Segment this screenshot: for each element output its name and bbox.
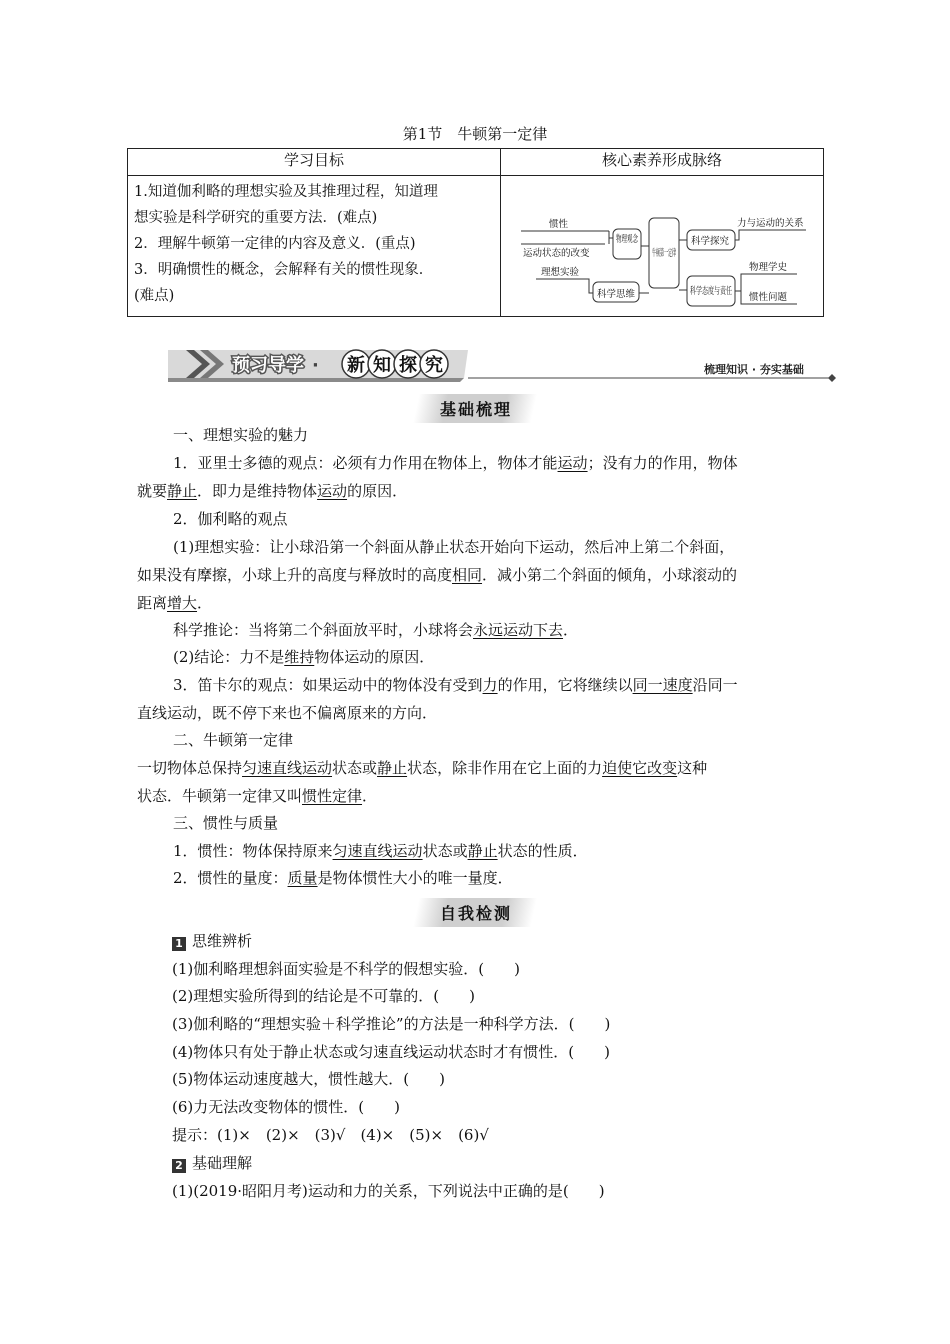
text-span: 状态或	[422, 842, 468, 860]
text-span: 的原因．	[347, 482, 408, 500]
check-item: (5)物体运动速度越大，惯性越大．( )	[172, 1070, 445, 1088]
goal-line: (难点)	[134, 288, 175, 304]
number-box-icon: 2	[172, 1159, 186, 1173]
mindmap-node-explore: 科学探究	[691, 236, 730, 247]
text-span: 思维辨析	[192, 932, 253, 950]
text-line: (1)理想实验：让小球沿第一个斜面从静止状态开始向下运动，然后冲上第二个斜面，	[173, 538, 735, 556]
check-item: (3)伽利略的“理想实验＋科学推论”的方法是一种科学方法．( )	[172, 1015, 611, 1033]
text-line	[137, 840, 827, 862]
answer-underline: 维持	[284, 648, 315, 666]
answer-underline: 静止	[377, 759, 408, 777]
banner-char: 新	[347, 355, 365, 376]
answer-underline: 永远运动下去	[473, 621, 564, 639]
mindmap-node-attitude: 科学态度与责任	[690, 286, 757, 297]
text-span: ．	[563, 621, 579, 639]
mindmap-node-ideal-exp: 理想实验	[541, 267, 580, 278]
goal-line: 2．理解牛顿第一定律的内容及意义．(重点)	[134, 236, 416, 252]
answer-underline: 同一速度	[632, 676, 693, 694]
text-span: 状态．牛顿第一定律又叫	[137, 787, 303, 805]
mindmap-diagram	[501, 176, 823, 316]
answer-underline: 相同	[452, 566, 483, 584]
answer-underline: 匀速直线运动	[332, 842, 423, 860]
goals-table	[127, 148, 824, 317]
text-line	[137, 757, 827, 779]
number-box-icon: 1	[172, 937, 186, 951]
heading-inertia-mass: 三、惯性与质量	[173, 814, 279, 832]
banner-right-text: 梳理知识 · 夯实基础	[704, 363, 804, 376]
subsection-header-selfcheck	[0, 898, 950, 927]
subsection-title: 基础梳理	[439, 400, 512, 419]
text-line	[137, 452, 827, 474]
mindmap-node-center: 牛顿第一定律	[652, 248, 710, 259]
check-item: (4)物体只有处于静止状态或匀速直线运动状态时才有惯性．( )	[172, 1043, 610, 1061]
goal-line: 3．明确惯性的概念，会解释有关的惯性现象．	[134, 262, 434, 278]
text-span: 距离	[137, 594, 168, 612]
text-line	[137, 564, 827, 586]
text-span: 状态的性质．	[497, 842, 588, 860]
text-span: 状态或	[332, 759, 378, 777]
text-span: 基础理解	[192, 1154, 253, 1172]
subsection-title: 自我检测	[439, 904, 512, 923]
mindmap-node-concept	[616, 233, 655, 245]
text-span: 3．笛卡尔的观点：如果运动中的物体没有受到	[173, 676, 483, 694]
text-span: ．	[197, 594, 213, 612]
answer-underline: 静止	[167, 482, 198, 500]
check-item: (6)力无法改变物体的惯性．( )	[172, 1098, 400, 1116]
mindmap-node-inertia-problem: 惯性问题	[749, 292, 788, 303]
mindmap-node-thinking: 科学思维	[597, 289, 636, 300]
text-line	[137, 646, 827, 668]
answer-underline: 运动	[317, 482, 348, 500]
text-span: 就要	[137, 482, 168, 500]
text-span: ．减小第二个斜面的倾角，小球滚动的	[482, 566, 738, 584]
text-line	[137, 480, 827, 502]
goals-cell	[128, 176, 501, 317]
text-line	[137, 867, 827, 889]
mindmap-node-motion-change: 运动状态的改变	[523, 248, 590, 259]
mindmap-node-force-motion: 力与运动的关系	[737, 218, 804, 229]
page-title: 第1节 牛顿第一定律	[402, 125, 548, 143]
text-span: 是物体惯性大小的唯一量度．	[317, 869, 513, 887]
heading-newton-law: 二、牛顿第一定律	[173, 731, 294, 749]
text-span: 状态，除非作用在它上面的力	[407, 759, 603, 777]
banner-dot: ·	[312, 355, 319, 376]
text-span: ．即力是维持物体	[197, 482, 318, 500]
answer-underline: 增大	[167, 594, 198, 612]
answer-underline: 力	[482, 676, 498, 694]
text-line	[137, 674, 827, 696]
answer-underline: 运动	[557, 454, 588, 472]
check-heading	[172, 1152, 862, 1174]
check-heading	[172, 930, 862, 952]
answer-underline: 惯性定律	[302, 787, 363, 805]
text-span: (2)结论：力不是	[173, 648, 285, 666]
banner-left-text: 预习导学	[232, 355, 304, 376]
text-span: 科学推论：当将第二个斜面放平时，小球将会	[173, 621, 474, 639]
text-line	[137, 619, 827, 641]
check-item: (2)理想实验所得到的结论是不可靠的．( )	[172, 987, 475, 1005]
diamond-icon	[828, 374, 836, 382]
text-span: ；没有力的作用，物体	[587, 454, 738, 472]
hint-line: 提示：(1)× (2)× (3)√ (4)× (5)× (6)√	[172, 1126, 489, 1144]
banner-char: 究	[425, 355, 443, 376]
banner-char: 探	[399, 355, 417, 376]
answer-underline: 匀速直线运动	[242, 759, 333, 777]
text-span: ．	[362, 787, 378, 805]
text-span: 沿同一	[692, 676, 738, 694]
mindmap-node-concept-text: 物理观念	[616, 234, 655, 245]
check-item: (1)伽利略理想斜面实验是不科学的假想实验．( )	[172, 960, 520, 978]
mindmap-cell	[501, 176, 824, 317]
goal-line: 1.知道伽利略的理想实验及其推理过程，知道理	[134, 184, 438, 200]
heading-ideal-experiment: 一、理想实验的魅力	[173, 426, 309, 444]
text-span: 这种	[677, 759, 708, 777]
text-span: 1．惯性：物体保持原来	[173, 842, 333, 860]
text-line	[137, 592, 827, 614]
answer-underline: 静止	[467, 842, 498, 860]
question-line: (1)(2019·昭阳月考)运动和力的关系，下列说法中正确的是( )	[172, 1182, 605, 1200]
answer-underline: 迫使它改变	[602, 759, 678, 777]
mindmap-node-history: 物理学史	[749, 262, 788, 273]
text-span: 1．亚里士多德的观点：必须有力作用在物体上，物体才能	[173, 454, 558, 472]
text-span: 2．惯性的量度：	[173, 869, 288, 887]
mindmap-header: 核心素养形成脉络	[501, 149, 824, 176]
section-banner	[168, 346, 842, 384]
text-span: 如果没有摩擦，小球上升的高度与释放时的高度	[137, 566, 453, 584]
subsection-header-basics	[0, 394, 950, 423]
text-line: 2．伽利略的观点	[173, 510, 288, 528]
text-line: 直线运动，既不停下来也不偏离原来的方向．	[137, 704, 438, 722]
banner-char: 知	[373, 355, 391, 376]
text-span: 一切物体总保持	[137, 759, 243, 777]
text-span: 物体运动的原因．	[314, 648, 435, 666]
goals-header: 学习目标	[128, 149, 501, 176]
text-span: 的作用，它将继续以	[497, 676, 633, 694]
answer-underline: 质量	[287, 869, 318, 887]
text-line	[137, 785, 827, 807]
mindmap-node-inertia: 惯性	[549, 219, 569, 230]
goal-line: 想实验是科学研究的重要方法．(难点)	[134, 210, 378, 226]
